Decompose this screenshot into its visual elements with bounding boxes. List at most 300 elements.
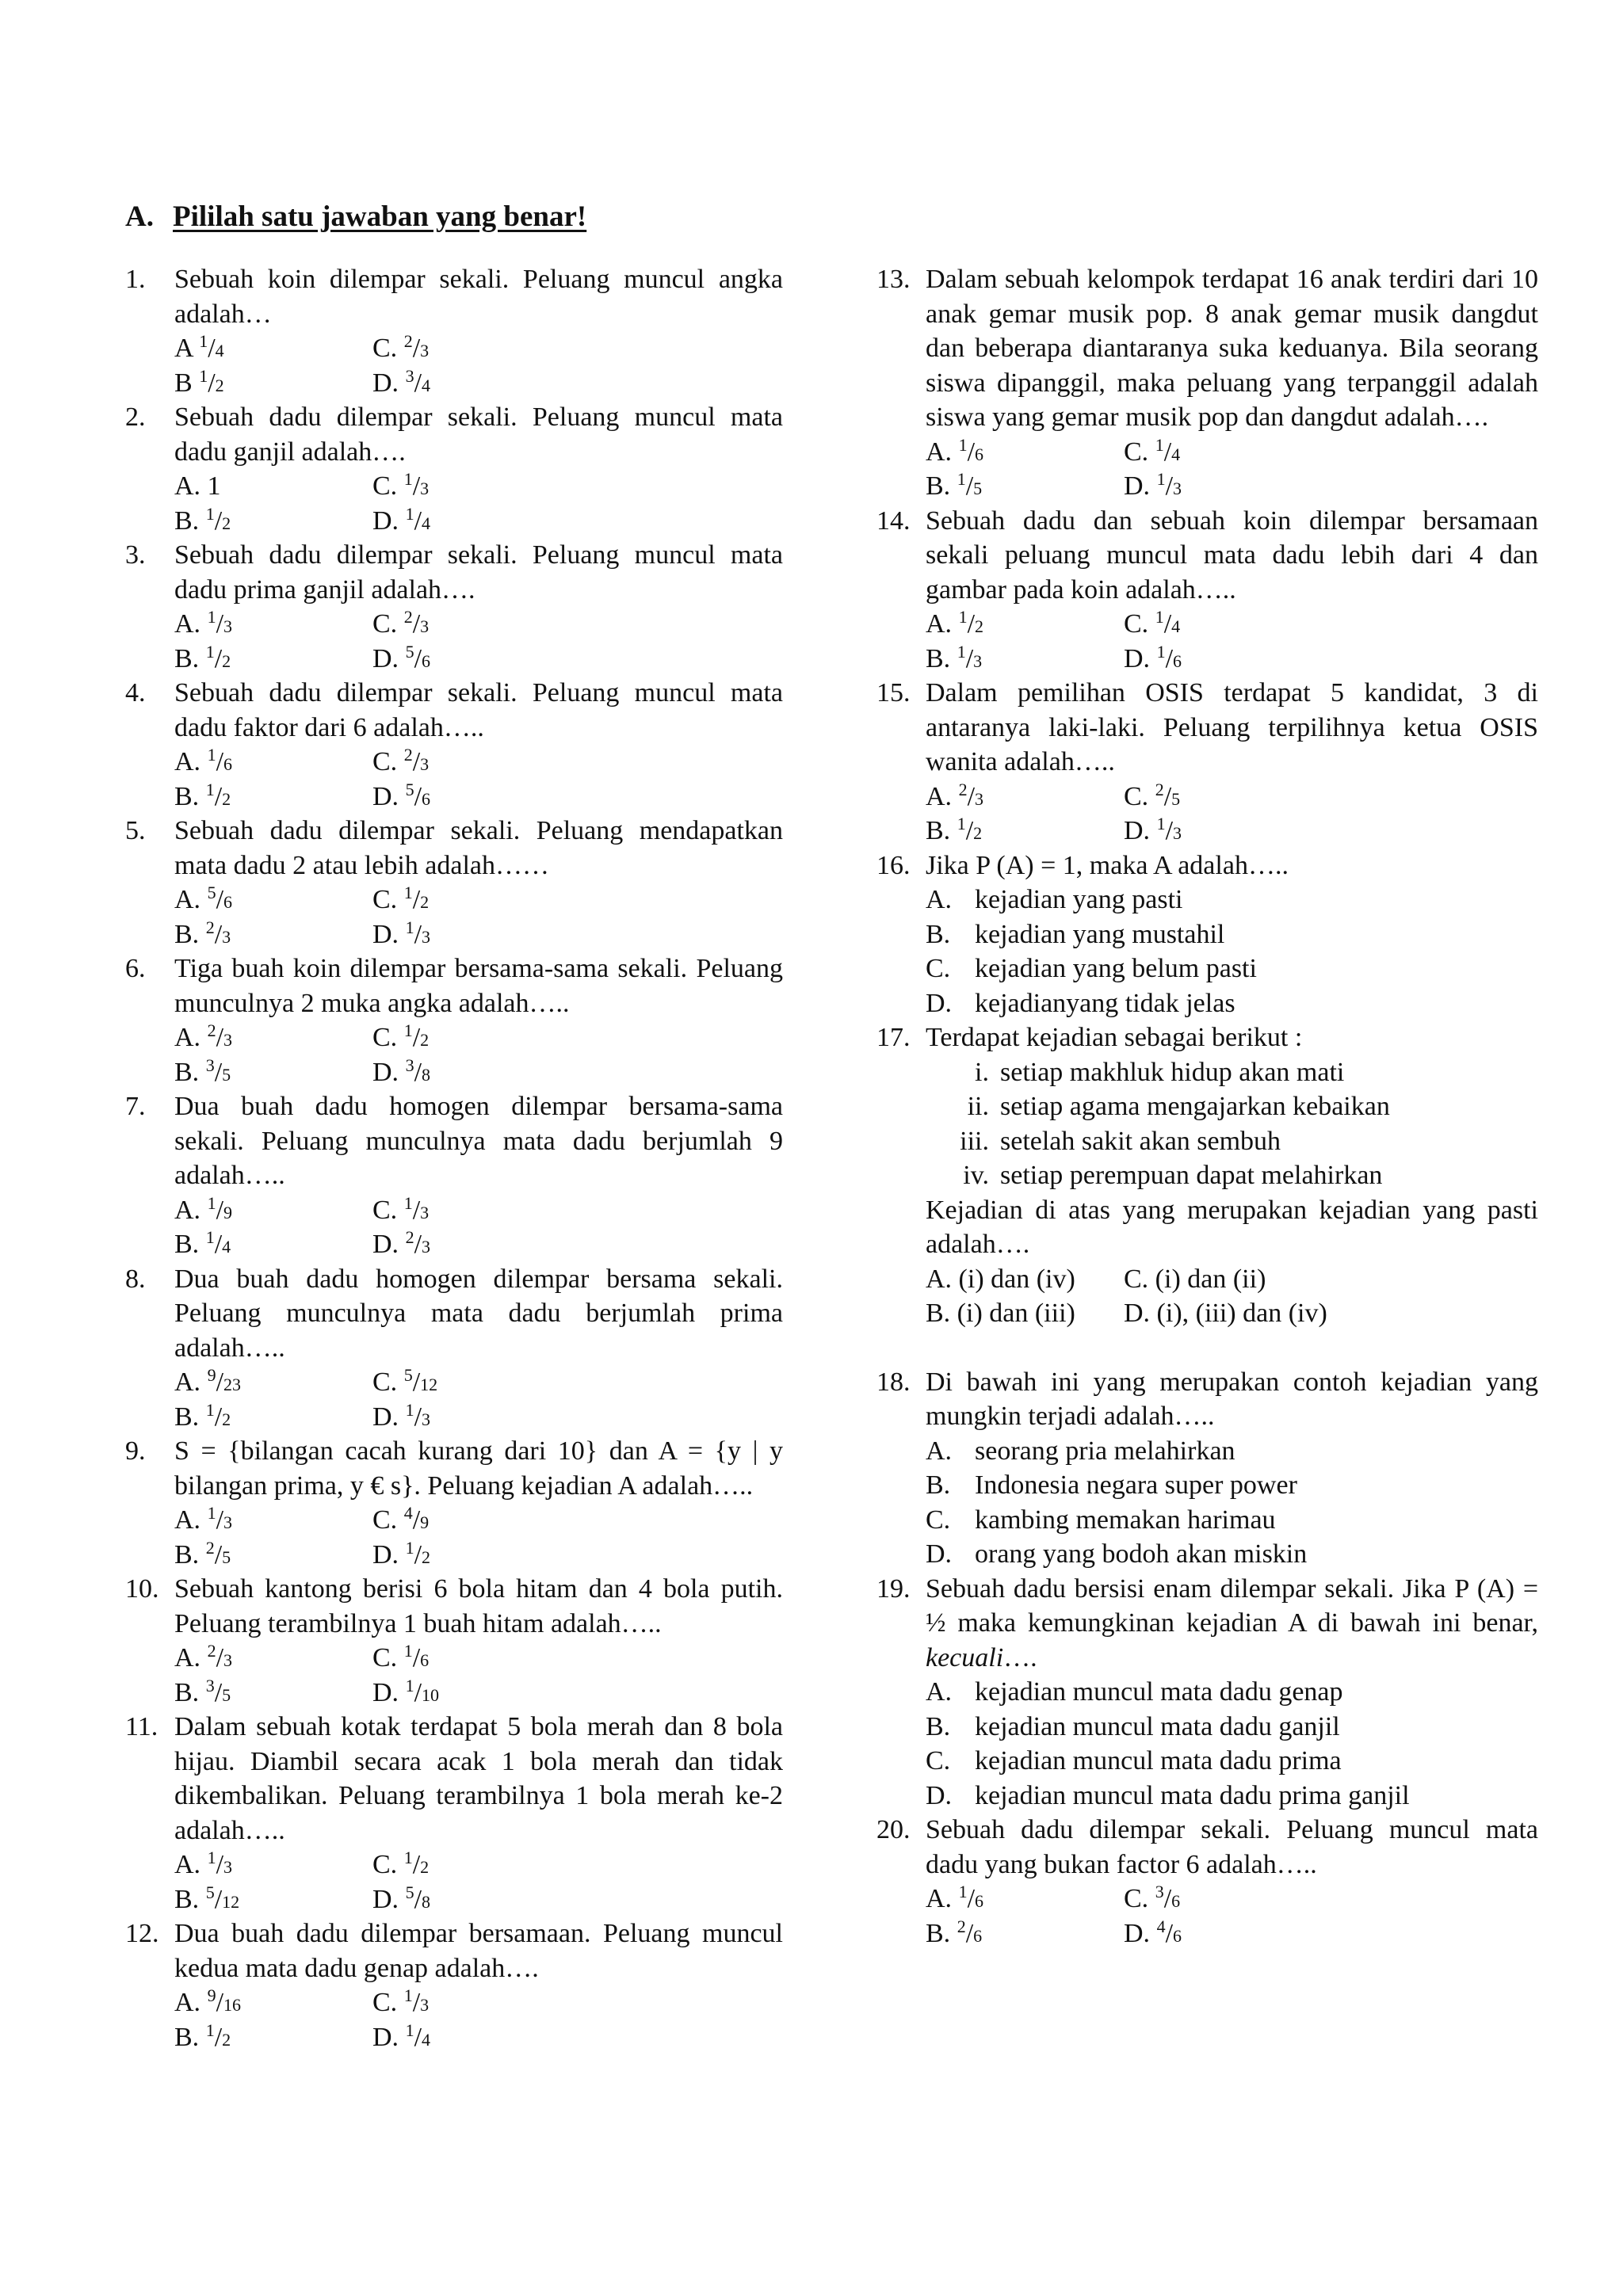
question-text: [174, 1710, 783, 1848]
question-text: [926, 1365, 1538, 1434]
fraction-slash: /: [967, 781, 976, 811]
question-6: [125, 952, 783, 1089]
option-label: D.: [372, 1402, 406, 1432]
fraction-denominator: 3: [1173, 479, 1182, 498]
fraction-numerator: 1: [958, 607, 968, 627]
answer-option[interactable]: [1124, 469, 1377, 504]
fraction-numerator: 1: [205, 779, 215, 799]
answer-option[interactable]: [372, 1193, 626, 1228]
question-text-main: Sebuah dadu dilempar sekali. Peluang muncul mata dadu yang bukan factor 6 adalah…..: [926, 1815, 1538, 1879]
fraction-denominator: 3: [420, 341, 430, 360]
answer-option[interactable]: [1124, 607, 1377, 642]
question-head: [125, 1917, 783, 1985]
fraction-denominator: 2: [215, 375, 224, 395]
option-label: A.: [174, 885, 208, 914]
question-text: [174, 1572, 783, 1641]
answer-option[interactable]: [174, 1365, 372, 1400]
answer-option[interactable]: [372, 917, 626, 952]
fraction-numerator: 1: [1155, 607, 1164, 627]
question-head: [876, 1813, 1538, 1882]
fraction-slash: /: [1165, 816, 1174, 845]
spacer: [876, 1331, 1538, 1365]
question-number: 18.: [876, 1367, 911, 1397]
answer-option[interactable]: [174, 504, 372, 539]
answer-options: [174, 1365, 783, 1434]
fraction-numerator: 1: [957, 469, 966, 489]
statement-list: [926, 1055, 1538, 1193]
answer-option[interactable]: [372, 1503, 626, 1538]
fraction-slash: /: [216, 885, 224, 914]
answer-option[interactable]: [174, 1400, 372, 1435]
fraction-denominator: 9: [420, 1512, 430, 1532]
fraction-numerator: 1: [403, 1192, 413, 1213]
statement-text: setiap agama mengajarkan kebaikan: [1000, 1092, 1390, 1121]
question-text: [926, 504, 1538, 608]
answer-option[interactable]: [372, 1365, 626, 1400]
option-label: B: [174, 368, 200, 398]
option-label: A.: [926, 781, 959, 811]
answer-option[interactable]: [926, 469, 1124, 504]
answer-option[interactable]: [926, 435, 1124, 470]
option-label: D.: [926, 988, 953, 1018]
answer-option[interactable]: [926, 780, 1124, 814]
fraction-denominator: 3: [420, 1995, 430, 2015]
answer-option[interactable]: [1124, 780, 1377, 814]
answer-option[interactable]: [926, 642, 1124, 677]
question-text-main: Terdapat kejadian sebagai berikut :: [926, 1023, 1303, 1052]
answer-option[interactable]: [174, 1676, 372, 1711]
answer-option[interactable]: [372, 1676, 626, 1711]
answer-option[interactable]: [1124, 642, 1377, 677]
fraction-denominator: 3: [223, 1030, 233, 1050]
question-text-main: Dalam sebuah kelompok terdapat 16 anak terdiri dari 10 anak gemar musik pop. 8 anak gemar musik dangdut dan beberapa diantaranya suka keduanya. Bila seorang siswa dipanggil, maka peluang yang terpanggil adalah siswa yang gemar musik pop dan dangdut adalah….: [926, 265, 1538, 432]
answer-option[interactable]: [926, 1710, 1538, 1745]
fraction-denominator: 2: [975, 616, 984, 636]
fraction-slash: /: [1165, 471, 1174, 501]
answer-option[interactable]: [372, 1400, 626, 1435]
question-text-end: ….: [1003, 1642, 1037, 1672]
question-text-main: Dua buah dadu dilempar bersamaan. Peluang muncul kedua mata dadu genap adalah….: [174, 1919, 783, 1983]
fraction-numerator: 2: [405, 1227, 414, 1247]
fraction-numerator: 5: [403, 1365, 413, 1385]
answer-option[interactable]: [372, 469, 626, 504]
question-head: [125, 952, 783, 1020]
option-label: C.: [1124, 781, 1155, 811]
answer-options: [174, 1985, 783, 2054]
option-label: A.: [174, 1023, 208, 1052]
fraction-numerator: 1: [207, 607, 216, 627]
fraction-numerator: 1: [958, 434, 968, 455]
fraction-numerator: 1: [1156, 469, 1166, 489]
answer-option[interactable]: [926, 1262, 1124, 1297]
answer-option[interactable]: [1124, 1917, 1377, 1951]
fraction-numerator: 1: [1156, 814, 1166, 833]
fraction-denominator: 3: [422, 1237, 431, 1257]
answer-option[interactable]: [372, 1882, 626, 1917]
fraction-slash: /: [412, 1505, 421, 1535]
option-label: C.: [1124, 437, 1155, 467]
answer-option[interactable]: [174, 331, 372, 366]
answer-option[interactable]: [174, 2020, 372, 2055]
option-label: B.: [174, 505, 206, 536]
fraction-denominator: 3: [975, 788, 984, 809]
option-label: B.: [926, 816, 957, 845]
fraction-slash: /: [1163, 437, 1172, 467]
fraction-denominator: 6: [223, 892, 233, 912]
fraction-slash: /: [412, 1367, 421, 1397]
answer-option[interactable]: [174, 1503, 372, 1538]
answer-option[interactable]: [926, 1434, 1538, 1469]
fraction-numerator: 1: [405, 1675, 414, 1695]
fraction-denominator: 4: [1171, 444, 1181, 464]
answer-options: [926, 780, 1538, 849]
answer-option[interactable]: [174, 469, 372, 504]
fraction-slash: /: [412, 1643, 421, 1672]
option-text: kejadian yang pasti: [975, 885, 1183, 914]
answer-option[interactable]: [926, 1537, 1538, 1572]
fraction-slash: /: [412, 1023, 421, 1052]
fraction-numerator: 9: [207, 1365, 216, 1385]
answer-option[interactable]: [372, 883, 626, 917]
question-head: [125, 1262, 783, 1366]
answer-option[interactable]: [174, 1641, 372, 1676]
fraction-slash: /: [412, 1988, 421, 2017]
answer-option[interactable]: [372, 1985, 626, 2020]
answer-option[interactable]: [174, 1055, 372, 1090]
option-label: C.: [372, 885, 404, 914]
fraction-numerator: 1: [957, 641, 966, 662]
fraction-slash: /: [414, 1539, 422, 1569]
fraction-denominator: 4: [422, 375, 431, 395]
answer-option[interactable]: [372, 607, 626, 642]
fraction-denominator: 6: [975, 444, 984, 464]
option-label: A.: [174, 1850, 208, 1879]
fraction-numerator: 1: [207, 1848, 216, 1867]
fraction-slash: /: [1163, 609, 1172, 639]
fraction-numerator: 1: [403, 1020, 413, 1040]
fraction-denominator: 4: [215, 341, 224, 360]
answer-option[interactable]: [174, 1882, 372, 1917]
question-head: [876, 676, 1538, 780]
fraction-slash: /: [414, 368, 422, 398]
question-8: [125, 1262, 783, 1435]
fraction-numerator: 5: [205, 1882, 215, 1902]
fraction-numerator: 1: [199, 331, 208, 351]
answer-option[interactable]: [1124, 1262, 1377, 1297]
question-12: [125, 1917, 783, 2054]
fraction-denominator: 6: [1173, 650, 1182, 671]
question-text: [926, 1020, 1538, 1055]
fraction-denominator: 9: [223, 1202, 233, 1222]
fraction-denominator: 4: [422, 513, 431, 533]
option-label: A. 1: [174, 471, 221, 501]
answer-option[interactable]: [174, 1193, 372, 1228]
answer-option[interactable]: [174, 745, 372, 780]
question-number: 8.: [125, 1264, 146, 1294]
fraction-slash: /: [414, 643, 422, 673]
fraction-denominator: 3: [1173, 823, 1182, 843]
right-column: [876, 262, 1538, 1951]
option-label: D.: [1124, 1918, 1157, 1948]
fraction-slash: /: [414, 1884, 422, 1914]
question-text-main: Sebuah dadu dilempar sekali. Peluang muncul mata dadu prima ganjil adalah….: [174, 540, 783, 605]
fraction-numerator: 1: [405, 917, 414, 937]
fraction-denominator: 6: [1171, 1891, 1181, 1911]
question-text-main: Sebuah dadu dilempar sekali. Peluang mendapatkan mata dadu 2 atau lebih adalah……: [174, 816, 783, 880]
fraction-denominator: 3: [422, 1409, 431, 1429]
answer-option[interactable]: [174, 1227, 372, 1262]
statement-text: setelah sakit akan sembuh: [1000, 1126, 1281, 1156]
option-label: D.: [926, 1539, 953, 1569]
fraction-slash: /: [1163, 1884, 1172, 1913]
question-text: [174, 952, 783, 1020]
answer-option[interactable]: [174, 1538, 372, 1573]
statement-numeral: iv.: [963, 1161, 989, 1190]
answer-option[interactable]: [174, 607, 372, 642]
fraction-slash: /: [414, 1057, 422, 1087]
fraction-denominator: 6: [223, 754, 233, 774]
question-number: 6.: [125, 954, 146, 983]
fraction-denominator: 23: [223, 1375, 242, 1394]
answer-option[interactable]: [174, 366, 372, 401]
option-label: B.: [926, 1918, 957, 1948]
answer-option[interactable]: [926, 814, 1124, 849]
fraction-denominator: 2: [222, 1409, 231, 1429]
question-head: [125, 814, 783, 883]
question-head: [125, 262, 783, 331]
option-label: D.: [1124, 471, 1157, 501]
answer-option[interactable]: [372, 331, 626, 366]
answer-option[interactable]: [926, 1917, 1124, 1951]
option-label: C.: [372, 747, 404, 776]
answer-options: [926, 1882, 1538, 1951]
question-number: 12.: [125, 1919, 159, 1948]
question-text: [174, 676, 783, 745]
question-number: 16.: [876, 850, 911, 880]
answer-option[interactable]: [174, 917, 372, 952]
answer-option[interactable]: [372, 504, 626, 539]
fraction-numerator: 3: [205, 1055, 215, 1075]
fraction-slash: /: [214, 919, 223, 949]
option-label: D.: [372, 1230, 406, 1259]
option-label: A.: [174, 1367, 208, 1397]
option-label: A.: [174, 609, 208, 639]
question-text-main: Sebuah dadu dan sebuah koin dilempar bersamaan sekali peluang muncul mata dadu lebih dari 4 dan gambar pada koin adalah…..: [926, 505, 1538, 605]
answer-options: [174, 1641, 783, 1710]
answer-option[interactable]: [926, 1675, 1538, 1710]
fraction-numerator: 1: [405, 503, 414, 524]
answer-option[interactable]: [926, 952, 1538, 986]
question-text: [174, 262, 783, 331]
option-label: D.: [372, 1539, 406, 1569]
question-text-main: Dalam sebuah kotak terdapat 5 bola merah dan 8 bola hijau. Diambil secara acak 1 bola merah dan tidak dikembalikan. Peluang terambilnya 1 bola merah ke-2 adalah…..: [174, 1712, 783, 1845]
answer-option[interactable]: [174, 780, 372, 814]
fraction-slash: /: [965, 643, 974, 673]
fraction-slash: /: [414, 781, 422, 811]
fraction-denominator: 3: [222, 926, 231, 947]
question-number: 10.: [125, 1574, 159, 1604]
question-2: [125, 400, 783, 538]
option-label: C.: [1124, 609, 1155, 639]
option-label: C.: [372, 609, 404, 639]
option-label: C.: [372, 1367, 404, 1397]
answer-option[interactable]: [372, 1227, 626, 1262]
fraction-numerator: 1: [207, 1503, 216, 1523]
fraction-slash: /: [1165, 643, 1174, 673]
fraction-denominator: 6: [1173, 1925, 1182, 1946]
fraction-denominator: 3: [420, 479, 430, 498]
question-text: [926, 262, 1538, 435]
fraction-denominator: 6: [975, 1891, 984, 1911]
question-head: [876, 849, 1538, 883]
answer-option[interactable]: [926, 1468, 1538, 1503]
option-label: B.: [926, 643, 957, 673]
option-label: B.: [174, 2022, 206, 2052]
fraction-denominator: 3: [420, 616, 430, 636]
question-17: [876, 1020, 1538, 1331]
question-number: 4.: [125, 678, 146, 707]
option-label: B.: [174, 919, 206, 949]
fraction-slash: /: [414, 1230, 422, 1259]
option-label: A.: [926, 437, 959, 467]
option-label: C.: [372, 1850, 404, 1879]
answer-option[interactable]: [174, 883, 372, 917]
answer-option[interactable]: [926, 1296, 1124, 1331]
question-4: [125, 676, 783, 814]
answer-option[interactable]: [1124, 1882, 1377, 1917]
question-text-main: Di bawah ini yang merupakan contoh kejadian yang mungkin terjadi adalah…..: [926, 1367, 1538, 1431]
answer-option[interactable]: [926, 1503, 1538, 1538]
question-text: [174, 400, 783, 469]
option-label: B.: [926, 1711, 951, 1741]
fraction-slash: /: [967, 1884, 976, 1913]
answer-option[interactable]: [1124, 814, 1377, 849]
option-label: D.: [372, 505, 406, 536]
fraction-denominator: 2: [222, 650, 231, 671]
fraction-numerator: 1: [403, 1985, 413, 2005]
fraction-numerator: 2: [958, 779, 968, 799]
fraction-denominator: 5: [1171, 788, 1181, 809]
question-number: 3.: [125, 540, 146, 570]
fraction-denominator: 8: [422, 1891, 431, 1912]
question-10: [125, 1572, 783, 1710]
fraction-denominator: 6: [973, 1925, 983, 1946]
question-head: [125, 1089, 783, 1193]
answer-option[interactable]: [372, 1538, 626, 1573]
answer-option[interactable]: [372, 366, 626, 401]
option-label: D.: [372, 781, 406, 811]
question-number: 7.: [125, 1092, 146, 1121]
question-number: 20.: [876, 1815, 911, 1844]
question-7: [125, 1089, 783, 1262]
question-text-main: Tiga buah koin dilempar bersama-sama sekali. Peluang munculnya 2 muka angka adalah…..: [174, 954, 783, 1018]
answer-option[interactable]: [174, 1020, 372, 1055]
answer-option[interactable]: [372, 1020, 626, 1055]
answer-option[interactable]: [926, 883, 1538, 917]
answer-option[interactable]: [174, 1848, 372, 1882]
statement-item: [926, 1158, 1538, 1193]
question-head: [876, 504, 1538, 608]
answer-option[interactable]: [372, 642, 626, 677]
fraction-slash: /: [412, 609, 421, 639]
fraction-slash: /: [412, 471, 421, 501]
answer-option[interactable]: [926, 1744, 1538, 1779]
answer-option[interactable]: [372, 2020, 626, 2055]
question-13: [876, 262, 1538, 504]
fraction-denominator: 5: [973, 479, 983, 498]
option-label: B.: [174, 781, 206, 811]
answer-option[interactable]: [174, 1985, 372, 2020]
answer-option[interactable]: [1124, 435, 1377, 470]
answer-option[interactable]: [174, 642, 372, 677]
fraction-numerator: 1: [205, 503, 215, 524]
fraction-denominator: 3: [422, 926, 431, 947]
fraction-denominator: 6: [422, 650, 431, 671]
option-text: seorang pria melahirkan: [975, 1436, 1235, 1466]
question-head: [125, 400, 783, 469]
answer-options: [926, 1675, 1538, 1813]
question-text: [174, 1434, 783, 1503]
option-text: orang yang bodoh akan miskin: [975, 1539, 1308, 1569]
fraction-numerator: 1: [199, 365, 208, 386]
fraction-denominator: 3: [420, 754, 430, 774]
question-1: [125, 262, 783, 400]
option-label: D.: [372, 919, 406, 949]
answer-option[interactable]: [926, 607, 1124, 642]
question-head: [876, 1572, 1538, 1676]
fraction-numerator: 2: [205, 917, 215, 937]
answer-option[interactable]: [926, 1882, 1124, 1917]
fraction-slash: /: [216, 1505, 224, 1535]
answer-option[interactable]: [372, 745, 626, 780]
fraction-denominator: 2: [222, 788, 231, 809]
fraction-slash: /: [414, 919, 422, 949]
answer-option[interactable]: [372, 1641, 626, 1676]
question-text: [174, 1262, 783, 1366]
option-label: A.: [174, 747, 208, 776]
answer-option[interactable]: [1124, 1296, 1377, 1331]
answer-option[interactable]: [372, 1848, 626, 1882]
fraction-denominator: 2: [422, 1547, 431, 1567]
fraction-numerator: 4: [1156, 1916, 1166, 1936]
fraction-denominator: 3: [973, 650, 983, 671]
answer-option[interactable]: [372, 1055, 626, 1090]
fraction-slash: /: [967, 609, 976, 639]
answer-option[interactable]: [926, 1779, 1538, 1814]
question-number: 17.: [876, 1023, 911, 1052]
option-label: B.: [174, 1677, 206, 1707]
answer-option[interactable]: [372, 780, 626, 814]
option-label: C.: [1124, 1884, 1155, 1913]
question-19: [876, 1572, 1538, 1814]
fraction-denominator: 3: [223, 1857, 233, 1877]
fraction-slash: /: [414, 2022, 422, 2052]
option-label: B.: [174, 643, 206, 673]
question-number: 5.: [125, 816, 146, 845]
option-label: D.: [372, 1884, 406, 1914]
option-label: B.: [174, 1884, 206, 1914]
answer-option[interactable]: [926, 917, 1538, 952]
fraction-denominator: 4: [422, 2029, 431, 2050]
question-head: [876, 1020, 1538, 1055]
option-text: kejadianyang tidak jelas: [975, 988, 1235, 1018]
fraction-slash: /: [216, 1195, 224, 1225]
option-text: kejadian yang belum pasti: [975, 954, 1257, 983]
option-label: A.: [174, 1988, 208, 2017]
option-label: B.: [926, 1470, 951, 1500]
answer-option[interactable]: [926, 986, 1538, 1021]
fraction-numerator: 2: [1155, 779, 1164, 799]
